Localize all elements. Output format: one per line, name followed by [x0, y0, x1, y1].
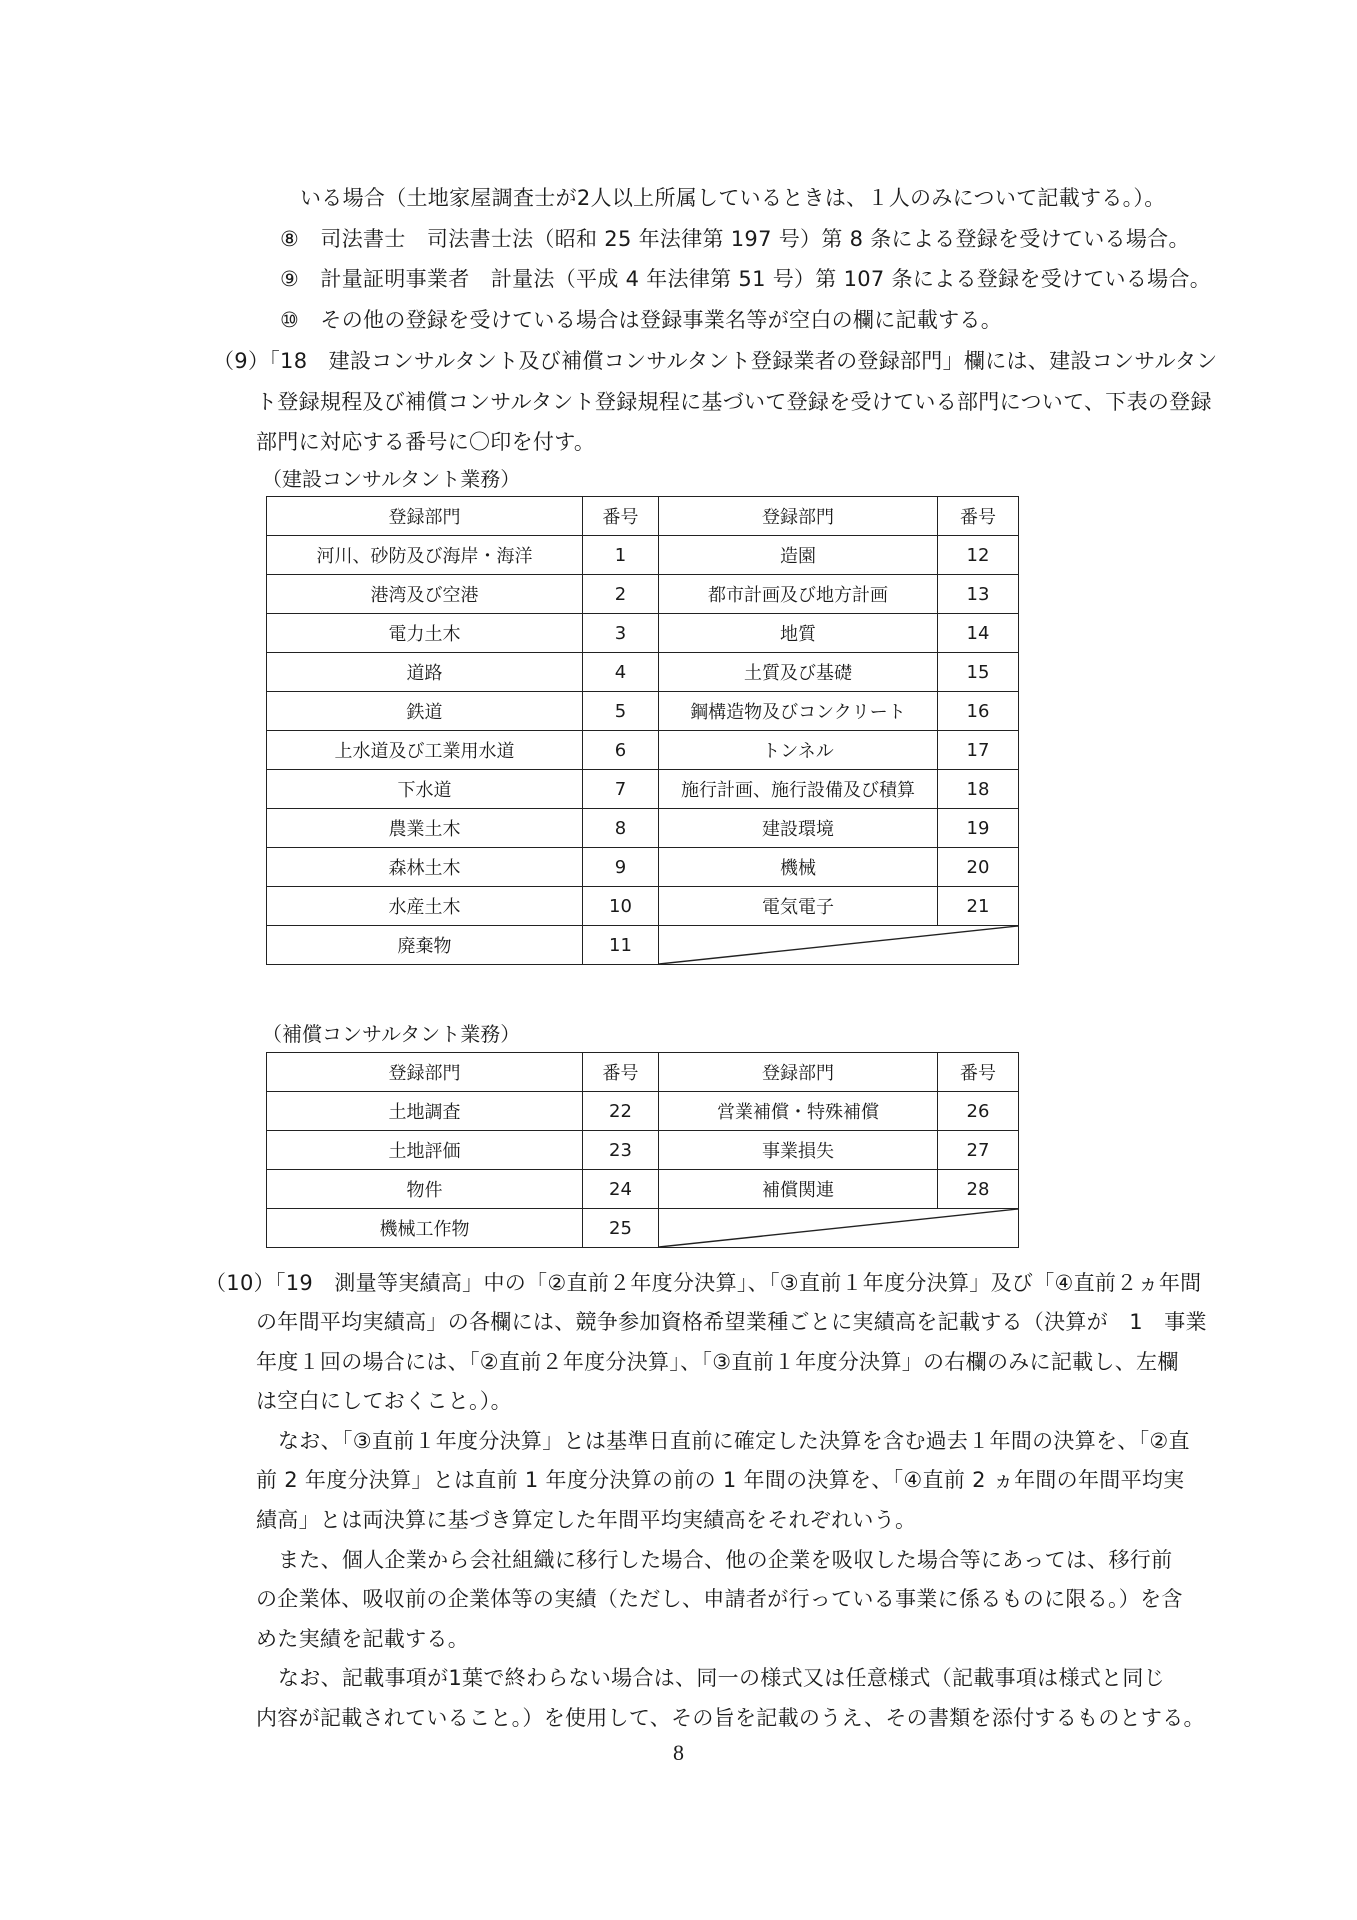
- text-line-1: いる場合（土地家屋調査士が2人以上所属しているときは、１人のみについて記載する。）。: [300, 186, 1166, 210]
- header-cell: 登録部門: [659, 1053, 938, 1092]
- table-cell: 18: [938, 770, 1019, 809]
- text-line-10: 年度１回の場合には、「②直前２年度分決算」、「③直前１年度分決算」の右欄のみに記載し、左欄: [256, 1350, 1179, 1374]
- table1-caption: （建設コンサルタント業務）: [262, 467, 521, 491]
- table-row: [267, 1170, 1019, 1209]
- table-cell: 17: [938, 731, 1019, 770]
- compensation-registration-table: [266, 1052, 1019, 1248]
- table2-caption: （補償コンサルタント業務）: [262, 1022, 521, 1046]
- table-cell: 20: [938, 848, 1019, 887]
- header-cell: 登録部門: [267, 1053, 583, 1092]
- table-cell: 施行計画、施行設備及び積算: [659, 770, 938, 809]
- table-cell: 12: [938, 536, 1019, 575]
- table-cell: 上水道及び工業用水道: [267, 731, 583, 770]
- table-cell: 鉄道: [267, 692, 583, 731]
- table-cell: 23: [583, 1131, 659, 1170]
- table-cell: 水産土木: [267, 887, 583, 926]
- text-line-12: なお、「③直前１年度分決算」とは基準日直前に確定した決算を含む過去１年間の決算を、「②直: [278, 1429, 1190, 1453]
- table-row: [267, 770, 1019, 809]
- table-cell: 機械: [659, 848, 938, 887]
- text-line-5: （9）「18 建設コンサルタント及び補償コンサルタント登録業者の登録部門」欄には、建設コンサルタン: [213, 349, 1218, 373]
- table-cell: 下水道: [267, 770, 583, 809]
- table-cell: 鋼構造物及びコンクリート: [659, 692, 938, 731]
- table-cell: 13: [938, 575, 1019, 614]
- table-cell: 7: [583, 770, 659, 809]
- header-cell: 番号: [583, 1053, 659, 1092]
- table-cell: 河川、砂防及び海岸・海洋: [267, 536, 583, 575]
- table-cell: 21: [938, 887, 1019, 926]
- table-cell: 10: [583, 887, 659, 926]
- text-line-7: 部門に対応する番号に〇印を付す。: [256, 430, 596, 454]
- text-line-6: ト登録規程及び補償コンサルタント登録規程に基づいて登録を受けている部門について、下表の登録: [256, 390, 1212, 414]
- table-row: [267, 614, 1019, 653]
- table-cell: 都市計画及び地方計画: [659, 575, 938, 614]
- empty-slash-cell: [659, 1209, 1019, 1248]
- text-line-17: めた実績を記載する。: [256, 1627, 469, 1651]
- diagonal-line: [659, 1209, 1018, 1247]
- table-cell: 土地調査: [267, 1092, 583, 1131]
- table-cell: 27: [938, 1131, 1019, 1170]
- table-cell: 19: [938, 809, 1019, 848]
- table-cell: 建設環境: [659, 809, 938, 848]
- table-cell: 5: [583, 692, 659, 731]
- table-cell: 11: [583, 926, 659, 965]
- table-row: [267, 809, 1019, 848]
- table-cell: 2: [583, 575, 659, 614]
- table-cell: 14: [938, 614, 1019, 653]
- header-cell: 登録部門: [267, 497, 583, 536]
- table-cell: 廃棄物: [267, 926, 583, 965]
- table-cell: 造園: [659, 536, 938, 575]
- table-cell: 24: [583, 1170, 659, 1209]
- text-line-8: （10）「19 測量等実績高」中の「②直前２年度分決算」、「③直前１年度分決算」及び「④直前２ヵ年間: [205, 1271, 1202, 1295]
- table-row: [267, 926, 1019, 965]
- empty-slash-cell: [659, 926, 1019, 965]
- text-line-15: また、個人企業から会社組織に移行した場合、他の企業を吸収した場合等にあっては、移行前: [278, 1548, 1173, 1572]
- table-cell: トンネル: [659, 731, 938, 770]
- text-line-9: の年間平均実績高」の各欄には、競争参加資格希望業種ごとに実績高を記載する（決算が 1 事業: [256, 1310, 1207, 1334]
- table-cell: 電気電子: [659, 887, 938, 926]
- table-row: [267, 887, 1019, 926]
- table-row: [267, 653, 1019, 692]
- table-row: [267, 536, 1019, 575]
- table-cell: 1: [583, 536, 659, 575]
- table-cell: 営業補償・特殊補償: [659, 1092, 938, 1131]
- table-cell: 農業土木: [267, 809, 583, 848]
- table-header-row: [267, 1053, 1019, 1092]
- table-cell: 4: [583, 653, 659, 692]
- text-line-18: なお、記載事項が1葉で終わらない場合は、同一の様式又は任意様式（記載事項は様式と同じ: [278, 1666, 1165, 1690]
- construction-registration-table: [266, 496, 1019, 965]
- table-cell: 土地評価: [267, 1131, 583, 1170]
- table-cell: 地質: [659, 614, 938, 653]
- table-row: [267, 575, 1019, 614]
- table-row: [267, 692, 1019, 731]
- table-cell: 15: [938, 653, 1019, 692]
- table-cell: 機械工作物: [267, 1209, 583, 1248]
- header-cell: 番号: [938, 1053, 1019, 1092]
- table-cell: 森林土木: [267, 848, 583, 887]
- text-line-13: 前 2 年度分決算」とは直前 1 年度分決算の前の 1 年間の決算を、「④直前 2 ヵ年間の年間平均実: [256, 1468, 1185, 1492]
- text-line-19: 内容が記載されていること。）を使用して、その旨を記載のうえ、その書類を添付するものとする。: [256, 1706, 1205, 1730]
- page-number: 8: [673, 1740, 684, 1765]
- table-header-row: [267, 497, 1019, 536]
- text-line-16: の企業体、吸収前の企業体等の実績（ただし、申請者が行っている事業に係るものに限る。）を含: [256, 1587, 1183, 1611]
- table-row: [267, 1092, 1019, 1131]
- table-cell: 9: [583, 848, 659, 887]
- header-cell: 登録部門: [659, 497, 938, 536]
- table-cell: 事業損失: [659, 1131, 938, 1170]
- table-cell: 6: [583, 731, 659, 770]
- table-cell: 物件: [267, 1170, 583, 1209]
- header-cell: 番号: [938, 497, 1019, 536]
- table-cell: 道路: [267, 653, 583, 692]
- table-cell: 港湾及び空港: [267, 575, 583, 614]
- table-cell: 26: [938, 1092, 1019, 1131]
- table-cell: 補償関連: [659, 1170, 938, 1209]
- table-cell: 8: [583, 809, 659, 848]
- table-row: [267, 1131, 1019, 1170]
- table-row: [267, 848, 1019, 887]
- table-row: [267, 731, 1019, 770]
- text-line-4: ⑩ その他の登録を受けている場合は登録事業名等が空白の欄に記載する。: [280, 308, 1003, 332]
- table-cell: 電力土木: [267, 614, 583, 653]
- text-line-3: ⑨ 計量証明事業者 計量法（平成 4 年法律第 51 号）第 107 条による登録を受けている場合。: [280, 267, 1212, 291]
- table-row: [267, 1209, 1019, 1248]
- table-cell: 3: [583, 614, 659, 653]
- header-cell: 番号: [583, 497, 659, 536]
- table-cell: 28: [938, 1170, 1019, 1209]
- table-cell: 22: [583, 1092, 659, 1131]
- table-cell: 土質及び基礎: [659, 653, 938, 692]
- text-line-11: は空白にしておくこと。）。: [256, 1389, 512, 1413]
- diagonal-line: [659, 926, 1018, 964]
- table-cell: 16: [938, 692, 1019, 731]
- text-line-2: ⑧ 司法書士 司法書士法（昭和 25 年法律第 197 号）第 8 条による登録を受けている場合。: [280, 227, 1190, 251]
- text-line-14: 績高」とは両決算に基づき算定した年間平均実績高をそれぞれいう。: [256, 1508, 917, 1532]
- table-cell: 25: [583, 1209, 659, 1248]
